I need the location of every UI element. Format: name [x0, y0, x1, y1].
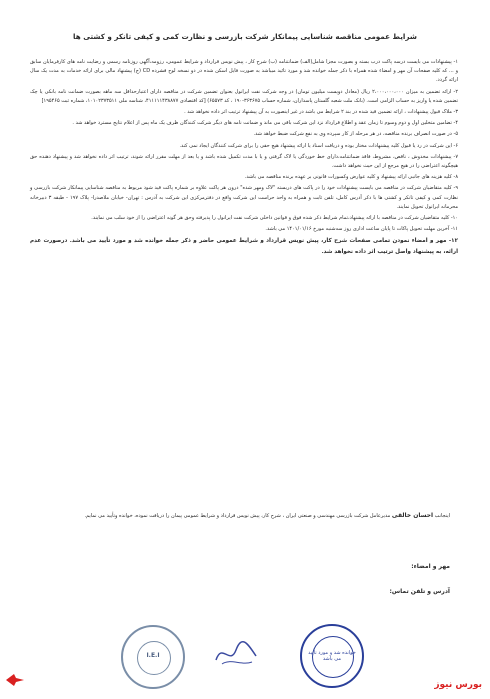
- signature-label: مهر و امضاء:: [411, 563, 450, 570]
- term-3: ۳- ملاک قبول پیشنهادات ، ارائه تضمین قید شده در بند ۲ شرایط می باشد در غیر اینصورت به آن پیشنهاد ترتیب اثر داده نخواهد شد .: [184, 109, 458, 116]
- term-9: ۹- کلیه متقاضیان شرکت در مناقصه می بایست پیشنهادات خود را در پاکت های دربسته "لاک ومهر شده" درون هر پاکت علاوه بر شماره پاکت قید شود مربوط به مناقصه شناسایی پیمانکار شرکت بازرسی و نظارت کمی و کیفی تانکر و کشتی ها با ذکر آدرس کامل، تلفن ثابت و همراه به واحد حراست این شرکت واقع در دفترمرکزی این شرکت به آدرس : تهران- خیابان ملاصدرا- پلاک ۱۹۷ - طبقه ۳ دبیرخانه محرمانه ایرانول تحویل نمایند.: [30, 185, 458, 210]
- term-5: ۵- در صورت انصراف برنده مناقصه، در هر مرحله از کار سپرده وی به نفع شرکت ضبط خواهد شد.: [253, 131, 458, 138]
- confirmation-stamp-icon: [300, 624, 364, 688]
- company-seal-text: I.E.I: [146, 652, 160, 659]
- contact-label: آدرس و تلفن تماس:: [389, 588, 450, 595]
- acknowledgement: [60, 511, 450, 521]
- term-10: ۱۰- کلیه متقاضیان شرکت در مناقصه با ارائه پیشنهاد،تمام شرایط ذکر شده فوق و قوانین داخلی شرکت نفت ایرانول را پذیرفته وحق هر گونه اعتراضی را از خود سلب می نمایند.: [91, 215, 458, 222]
- pin-logo-icon: [4, 670, 26, 690]
- term-7: ۷- پیشنهادات مخدوش ، ناقص، مشروط، فاقد ضمانتنامه،دارای خط خوردگی یا لاک گرفتی و یا با مدت تکمیل شده باشد و یا بعد از مهلت مقرر ارائه شوند، ترتیب اثر داده نخواهد شد و پیشنهاد دهنده حق هیچگونه اعتراضی را در هیچ مرجع از این حیث نخواهد داشت.: [30, 153, 458, 170]
- term-1: ۱- پیشنهادات می بایست درسه پاکت درب بسته و بصورت مجزا شامل(الف) ضمانتنامه (ب) شرح کار ، پیش نویس قرارداد و شرایط عمومی، رزومه،آگهی روزنامه رسمی و رضایت نامه های کارفرمایان سابق و ... که کلیه صفحات آن مهر و امضاء شده همراه با ذکر جمله خوانده شد و مورد تائید میباشد به صورت فایل اسکن شده در دو نسخه لوح فشرده CD (ج) پیشنهاد مالی برای ارائه خدمات به مدت یک سال ارائه گردد.: [30, 59, 458, 84]
- brand-watermark: بورس نیوز: [434, 680, 482, 690]
- term-11: ۱۱- آخرین مهلت تحویل پاکات تا پایان ساعت اداری روز سه‌شنبه مورخ ۱۴۰۱/۰۱/۱۶ می باشد.: [265, 226, 458, 233]
- handwritten-signature-icon: [212, 636, 260, 672]
- term-8: ۸- کلیه هزینه های جانبی ارائه پیشنهاد و کلیه عوارض وکسورات قانونی بر عهده برنده مناقصه می باشد.: [244, 174, 458, 181]
- confirmation-stamp-text: خوانده شد و مورد تأیید می باشد: [308, 650, 356, 662]
- ack-text: مدیرعامل شرکت بازرسی مهندسی و صنعتی ایران ، شرح کار، پیش نویس قرارداد و شرایط عمومی پیمان را دریافت نموده، خوانده وتأیید می نمایم.: [84, 513, 391, 519]
- term-4: ۴- تضامین متخلین اول و دوم وسوم تا زمان عقد و اطلاع قرارداد نزد این شرکت باقی می ماند و ضمانت نامه های دیگر شرکت کنندگان ظرف یک ماه پس از اعلام نتایج مسترد خواهد شد .: [72, 120, 458, 127]
- document-title: شرایط عمومی مناقصه شناسایی پیمانکار شرکت بازرسی و نظارت کمی و کیفی تانکر و کشتی ها: [73, 32, 417, 41]
- term-12: ۱۲- مهر و امضاء نمودن تمامی صفحات شرح کار، پیش نویس قرارداد و شرایط عمومی حاضر و ذکر جمله خوانده شد و مورد تأیید می باشد. درصورت عدم ارائه، به پیشنهاد واصل ترتیب اثر داده نخواهد شد.: [30, 238, 458, 256]
- terms-body: [30, 58, 458, 260]
- ack-name: احسان خالقی: [391, 512, 434, 519]
- company-seal-icon: [121, 625, 185, 689]
- term-2: ۲- ارائه تضمین به میزان ۲،۰۰۰،۰۰۰،۰۰۰ ریال (معادل دویست میلیون تومان) در وجه شرکت نفت ایرانول بعنوان تضمین شرکت در مناقصه دارای اعتبارحداقل سه ماهه بصورت ضمانت نامه بانکی یا چک تضمین شده یا واریز به حساب الزامی است. (بانک ملت شعبه گلستان پاسداران، شماره حساب ۳۶۳۶۷۵-۱۹۰ ، کد ۶۵۵۷۳) [کد اقتصادی ۴۱۱۱۱۱۴۳۸۸۷۷، شناسه ملی ۱۰۱۰۲۳۷۳۵۱۱، شماره ثبت ۱۹۵۴۶۵]: [30, 88, 458, 104]
- term-6: ۶- این شرکت در رد یا قبول کلیه پیشنهادات مختار بوده و دریافت اسناد یا ارائه پیشنهاد هیچ حقی را برای شرکت کنندگان ایجاد نمی کند.: [179, 142, 458, 149]
- ack-lead: اینجانب: [434, 513, 450, 519]
